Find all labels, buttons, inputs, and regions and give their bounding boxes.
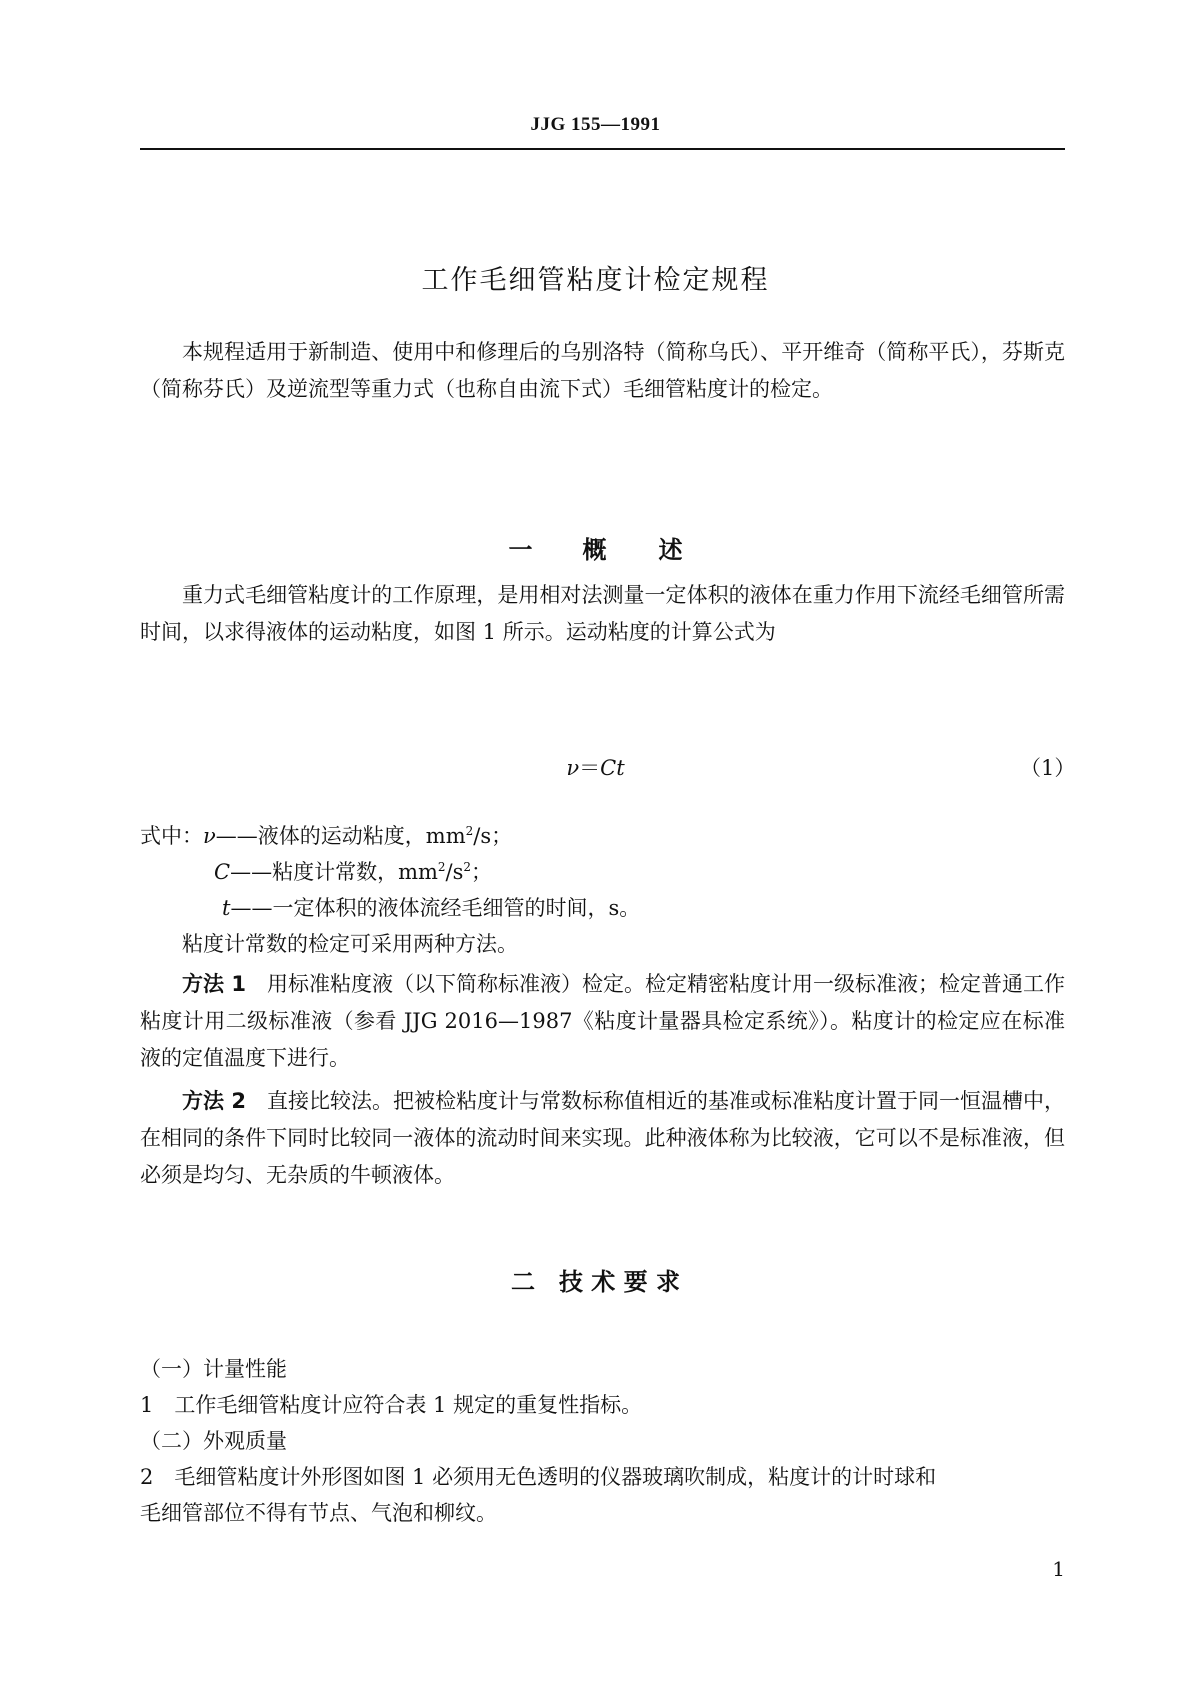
methods-intro: 粘度计常数的检定可采用两种方法。 xyxy=(182,932,518,956)
principle-paragraph: 重力式毛细管粘度计的工作原理，是用相对法测量一定体积的液体在重力作用下流经毛细管所需时间，以求得液体的运动粘度，如图 1 所示。运动粘度的计算公式为 xyxy=(140,583,1065,644)
def-unit-mid: /s xyxy=(445,860,464,884)
def-symbol: C xyxy=(214,860,231,884)
def-dash: —— xyxy=(215,824,258,848)
def-unit-sup2: 2 xyxy=(463,860,472,874)
def-unit-sup: 2 xyxy=(437,860,446,874)
document-title: 工作毛细管粘度计检定规程 xyxy=(421,265,770,296)
method-2-text: 直接比较法。把被检粘度计与常数标称值相近的基准或标准粘度计置于同一恒温槽中，在相同的条件下同时比较同一液体的流动时间来实现。此种液体称为比较液，它可以不是标准液，但必须是均匀、无杂质的牛顿液体。 xyxy=(140,1089,1066,1187)
item-2-line-1: 2 毛细管粘度计外形图如图 1 必须用无色透明的仪器玻璃吹制成，粘度计的计时球和 xyxy=(140,1465,937,1489)
subsection-metrology: （一）计量性能 xyxy=(140,1357,287,1381)
document-code-header: JJG 155—1991 xyxy=(530,114,661,135)
def-text: 液体的运动粘度， xyxy=(257,824,426,848)
formula xyxy=(0,752,1191,782)
def-unit: mm xyxy=(425,824,466,848)
def-dash: —— xyxy=(230,896,273,920)
method-1-label: 方法 1 xyxy=(182,972,246,996)
definition-t xyxy=(222,892,1147,924)
section-1-number: 一 xyxy=(508,536,533,564)
page-number: 1 xyxy=(1052,1557,1065,1581)
def-unit: mm xyxy=(398,860,438,884)
def-symbol: ν xyxy=(203,824,216,848)
formula-equals: ＝ xyxy=(579,756,601,780)
formula-number: （1） xyxy=(1020,756,1076,780)
method-1-paragraph xyxy=(140,966,1065,1077)
definition-nu xyxy=(140,820,1065,852)
def-unit-tail: /s； xyxy=(473,824,513,848)
def-unit-sup: 2 xyxy=(465,824,474,838)
def-unit-tail: ； xyxy=(471,860,493,884)
def-text: 一定体积的液体流经毛细管的时间，s。 xyxy=(272,896,641,920)
method-2-paragraph xyxy=(140,1083,1065,1194)
definition-c xyxy=(214,856,1139,888)
method-2-label: 方法 2 xyxy=(182,1089,246,1113)
def-symbol: t xyxy=(222,896,231,920)
where-prefix: 式中： xyxy=(140,824,203,848)
formula-rhs: Ct xyxy=(600,756,625,780)
section-1-char-b: 述 xyxy=(658,536,683,564)
section-1-heading xyxy=(0,530,1191,565)
def-dash: —— xyxy=(230,860,273,884)
section-1-char-a: 概 xyxy=(582,536,607,564)
def-text: 粘度计常数， xyxy=(272,860,399,884)
item-1: 1 工作毛细管粘度计应符合表 1 规定的重复性指标。 xyxy=(140,1393,643,1417)
method-1-text: 用标准粘度液（以下简称标准液）检定。检定精密粘度计用一级标准液；检定普通工作粘度计用二级标准液（参看 JJG 2016—1987《粘度计量器具检定系统》）。粘度计的检定应在标准液的定值温度下进行。 xyxy=(140,972,1066,1070)
intro-paragraph: 本规程适用于新制造、使用中和修理后的乌别洛特（简称乌氏）、平开维奇（简称平氏），芬斯克（简称芬氏）及逆流型等重力式（也称自由流下式）毛细管粘度计的检定。 xyxy=(140,340,1065,401)
header-rule xyxy=(140,148,1065,150)
formula-lhs: ν xyxy=(566,756,580,780)
section-2-heading: 二 技 术 要 求 xyxy=(510,1268,681,1296)
item-2-line-2: 毛细管部位不得有节点、气泡和柳纹。 xyxy=(140,1501,497,1525)
subsection-appearance: （二）外观质量 xyxy=(140,1429,287,1453)
